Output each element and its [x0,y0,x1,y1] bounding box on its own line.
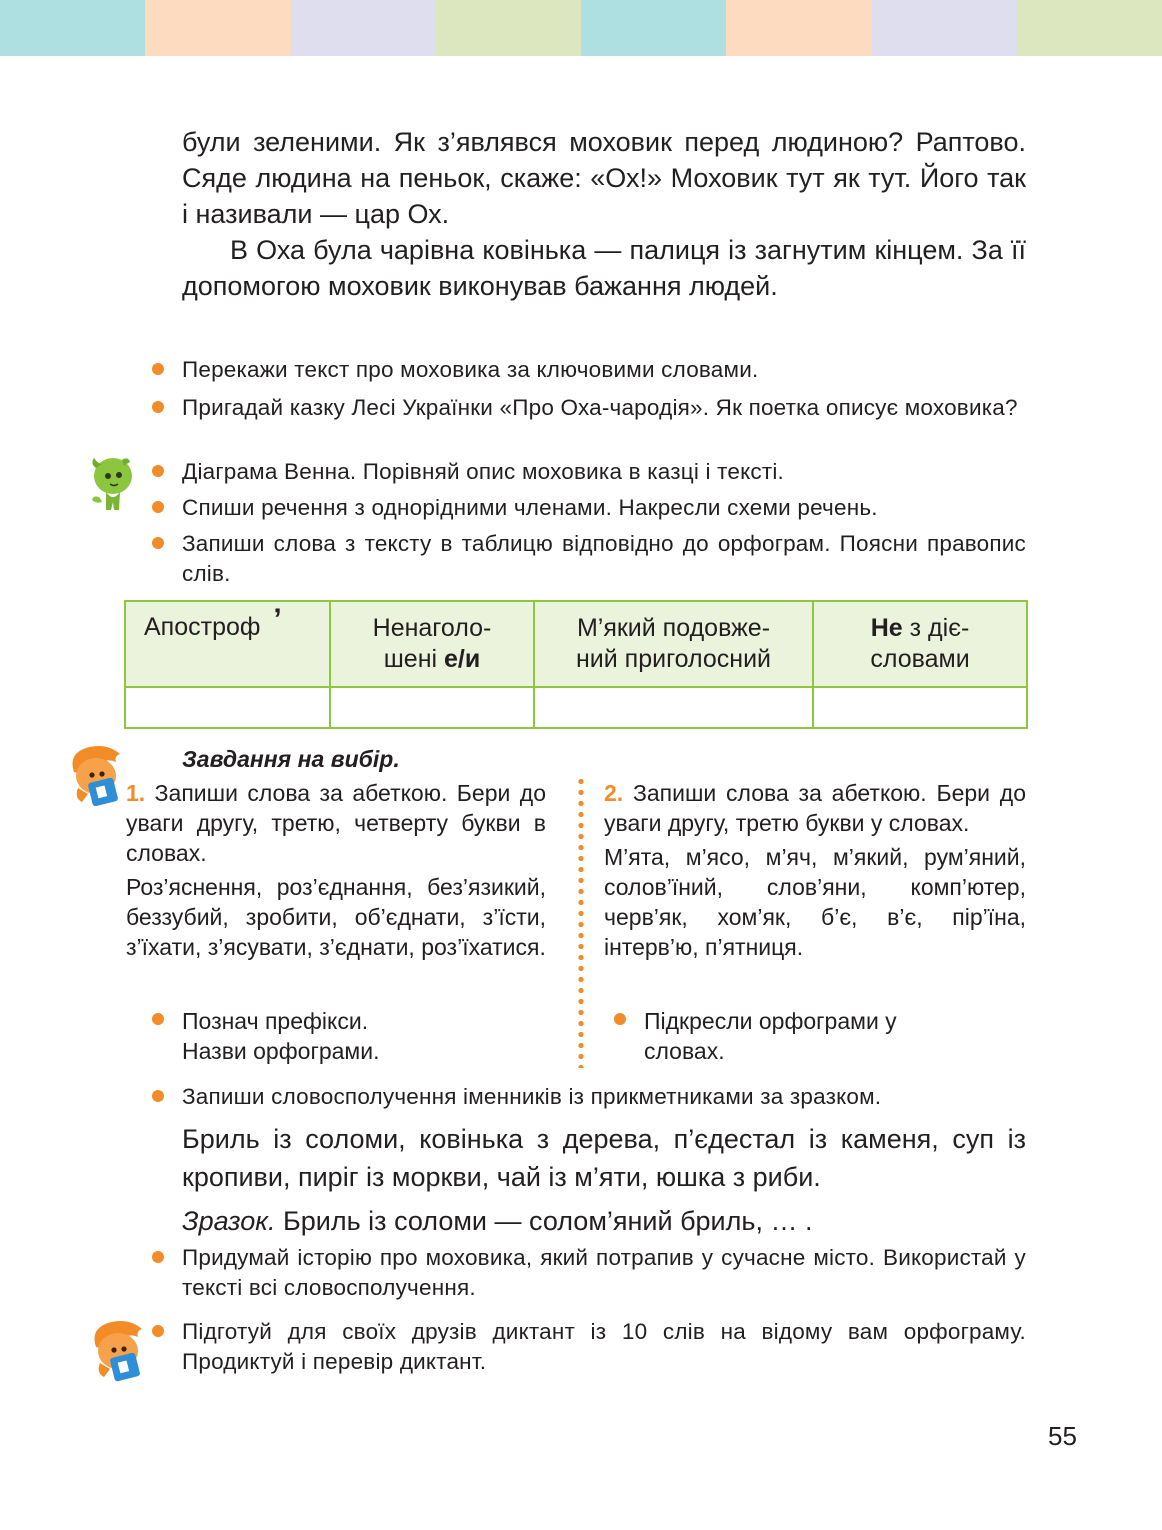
word-list: Роз’яснення, роз’єднання, без’язикий, беззубий, зробити, об’єднати, з’їсти, з’їхати, з’ясувати, з’єднати, роз’їхатися. [126,874,546,960]
task-number: 1. [126,780,146,806]
stripe-segment [0,0,145,56]
orthogram-table [124,600,1028,729]
dotted-column-divider [578,776,584,1068]
stripe-segment [436,0,581,56]
task-text: Пригадай казку Лесі Українки «Про Оха-чародія». Як поетка описує моховика? [182,395,1018,420]
choice-task-right [604,778,1026,962]
table-header-row [125,601,1027,687]
task-text: Діаграма Венна. Порівняй опис моховика в казці і тексті. [182,459,784,484]
bullet-icon [152,465,164,477]
header-label-line2: ний приголосний [575,645,772,673]
task-venn-diagram [182,457,1026,487]
word-list: М’ята, м’ясо, м’яч, м’який, рум’яний, солов’їний, слов’яни, комп’ютер, черв’як, хом’як, б’є, в’є, пір’їна, інтерв’ю, п’ятниця. [604,844,1026,960]
header-apostrophe [125,601,330,687]
task-dictation [182,1317,1026,1377]
task-remember-tale [182,393,1026,423]
bullet-icon [152,363,164,375]
task-write-table [182,529,1026,589]
choice-right-subtask [644,1006,944,1066]
story-paragraph-2: В Оха була чарівна ковінька — палиця із загнутим кінцем. За її допомогою моховик виконував бажання людей. [182,235,1026,301]
task-text: Запиши слова з тексту в таблицю відповідно до орфограм. Поясни правопис слів. [182,531,1026,586]
green-moss-character-icon [86,454,138,520]
example-text: Бриль із соломи — солом’яний бриль, … . [283,1206,813,1236]
empty-cell [813,687,1027,728]
task-instruction: Запиши слова за абеткою. Бери до уваги другу, третю букви у словах. [604,780,1027,836]
phrases-text: Бриль із соломи, ковінька з дерева, п’єдестал із каменя, суп із кропиви, пиріг із моркви, чай із м’яти, юшка з риби. [182,1124,1026,1192]
task-text: Придумай історію про моховика, який потрапив у сучасне місто. Використай у тексті всі словосполучення. [182,1245,1026,1300]
bullet-icon [152,1090,164,1102]
top-color-stripe [0,0,1162,56]
stripe-segment [291,0,436,56]
orange-character-with-book-icon [88,1316,150,1382]
bullet-icon [614,1013,626,1025]
stripe-segment [1017,0,1162,56]
task-copy-sentences [182,493,1026,523]
header-label-line2: шені [383,645,438,673]
subtask-text: Підкресли орфограми у словах. [644,1008,897,1064]
story-paragraph-1: були зеленими. Як з’являвся моховик перед людиною? Раптово. Сяде людина на пеньок, скаже: «Ох!» Моховик тут як тут. Його так і називали — цар Ох. [182,127,1026,229]
bullet-icon [152,1013,164,1025]
header-unstressed-vowels [330,601,534,687]
task-phrases [182,1082,1026,1112]
stripe-segment [872,0,1017,56]
task-text: Перекажи текст про моховика за ключовими словами. [182,357,759,382]
example-line [182,1202,1026,1240]
header-ne-with-verbs [813,601,1027,687]
task-number: 2. [604,780,624,806]
task-instruction: Запиши слова за абеткою. Бери до уваги другу, третю, четверту букви в словах. [126,780,546,866]
example-label: Зразок. [182,1206,276,1236]
task-story [182,1243,1026,1303]
stripe-segment [145,0,290,56]
task-text: Запиши словосполучення іменників із прикметниками за зразком. [182,1084,882,1109]
orange-character-with-book-icon [66,742,128,806]
choice-task-title: Завдання на вибір. [182,746,400,772]
story-text [182,124,1026,304]
header-label-bold: Не [870,614,903,642]
empty-cell [330,687,534,728]
stripe-segment [581,0,726,56]
empty-cell [125,687,330,728]
header-label-line1: Ненаголо- [372,614,492,642]
task-retell [182,355,1026,385]
bullet-icon [152,1325,164,1337]
header-label-line1: М’який подовже- [576,614,771,642]
bullet-icon [152,501,164,513]
header-label-line2: словами [870,645,970,673]
header-label-bold: е/и [444,645,481,673]
bullet-icon [152,1251,164,1263]
page-number: 55 [1048,1421,1077,1451]
empty-cell [534,687,813,728]
subtask-text: Познач префікси. Назви орфограми. [182,1008,380,1064]
phrase-list [182,1120,1026,1240]
apostrophe-mark: ’ [273,603,282,636]
task-text: Спиши речення з однорідними членами. Накресли схеми речень. [182,495,878,520]
choice-task-left [126,778,546,962]
bullet-icon [152,537,164,549]
header-soft-long-consonant [534,601,813,687]
table-empty-row [125,687,1027,728]
stripe-segment [726,0,871,56]
choice-left-subtask [182,1006,432,1066]
bullet-icon [152,401,164,413]
header-label-line1: з діє- [909,614,970,642]
header-label: Апостроф [144,613,261,641]
task-text: Підготуй для своїх друзів диктант із 10 слів на відому вам орфограму. Продиктуй і перевір диктант. [182,1319,1026,1374]
